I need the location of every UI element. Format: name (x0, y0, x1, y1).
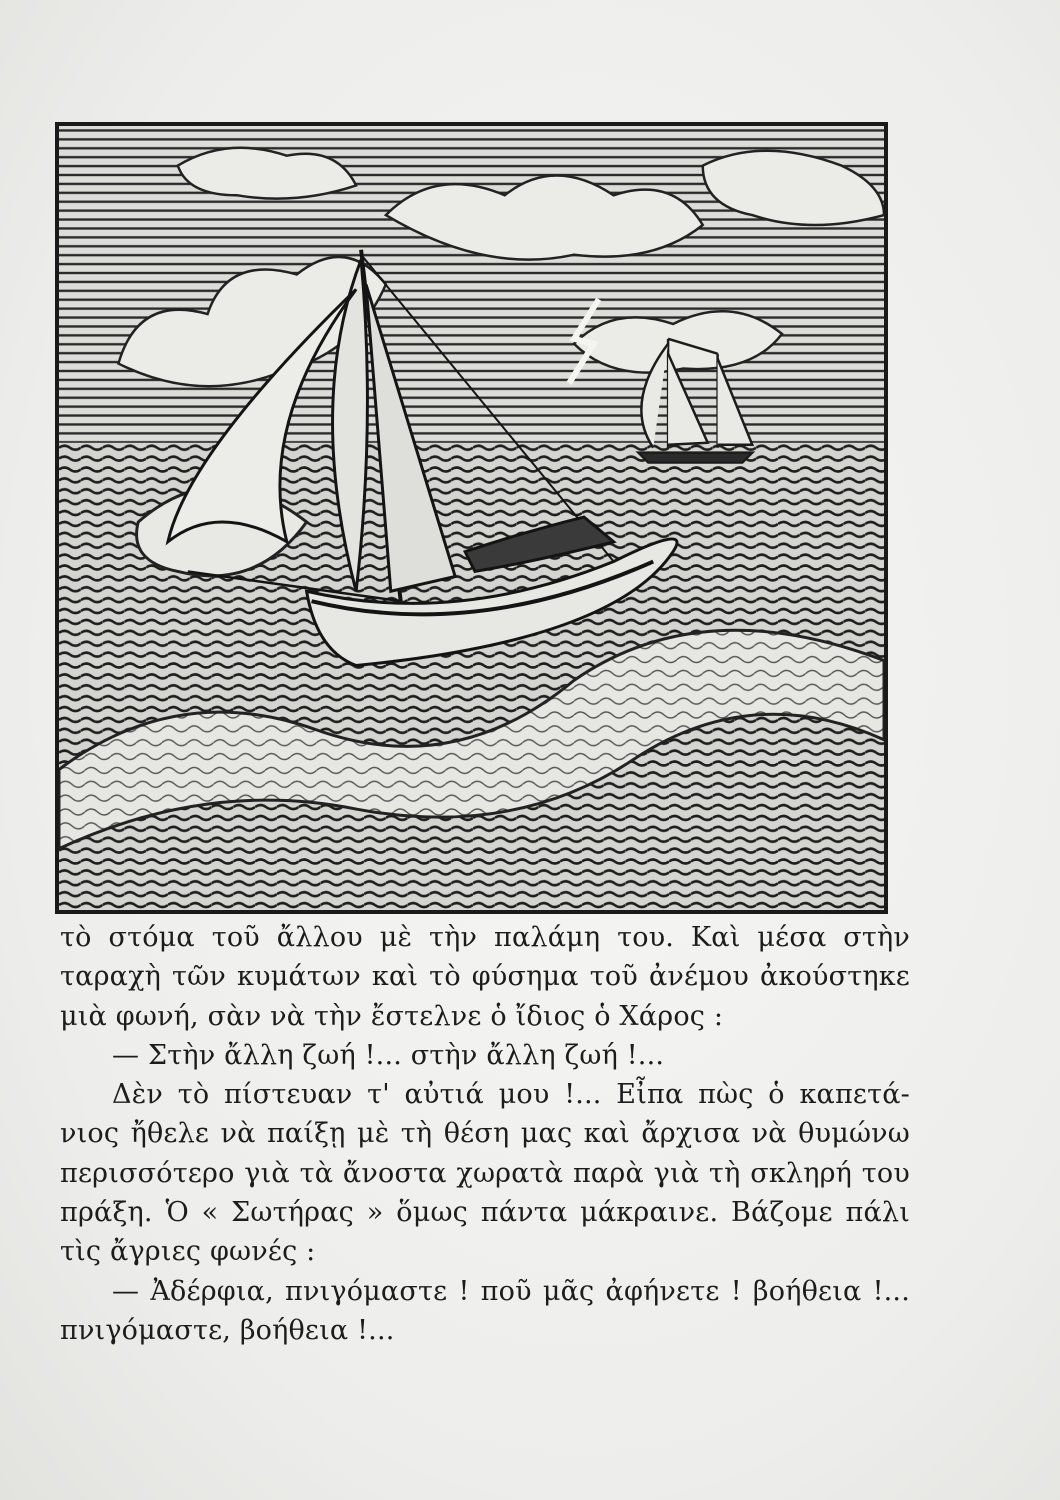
dialogue-line: — Στὴν ἄλλη ζωή !... στὴν ἄλλη ζωή !... (112, 1039, 665, 1071)
text-line: πνιγόμαστε, βοήθεια !... (60, 1314, 395, 1346)
text-line: τὸ στόμα τοῦ ἄλλου μὲ τὴν παλάμη του. Καὶ μέσα στὴν (60, 922, 910, 953)
text-line: ταραχὴ τῶν κυμάτων καὶ τὸ φύσημα τοῦ ἀνέμου ἀκούστηκε (60, 961, 910, 993)
body-text (60, 918, 910, 1350)
woodcut-illustration (55, 122, 888, 914)
text-line: νιος ἤθελε νὰ παίξῃ μὲ τὴ θέση μας καὶ ἄρχισα νὰ θυμώνω (60, 1118, 910, 1150)
text-line: τὶς ἄγριες φωνές : (60, 1236, 316, 1268)
text-line: μιὰ φωνή, σὰν νὰ τὴν ἔστελνε ὁ ἴδιος ὁ Χάρος : (60, 1000, 724, 1032)
dialogue-line: — Ἀδέρφια, πνιγόμαστε ! ποῦ μᾶς ἀφήνετε ! βοήθεια !... (112, 1275, 910, 1307)
text-line: πράξη. Ὁ « Σωτήρας » ὅμως πάντα μάκραινε. Βάζομε πάλι (60, 1197, 910, 1229)
text-line: περισσότερο γιὰ τὰ ἄνοστα χωρατὰ παρὰ γιὰ τὴ σκληρή του (60, 1157, 910, 1189)
text-line: Δὲν τὸ πίστευαν τ' αὐτιά μου !... Εἶπα πὼς ὁ καπετά- (112, 1079, 910, 1111)
